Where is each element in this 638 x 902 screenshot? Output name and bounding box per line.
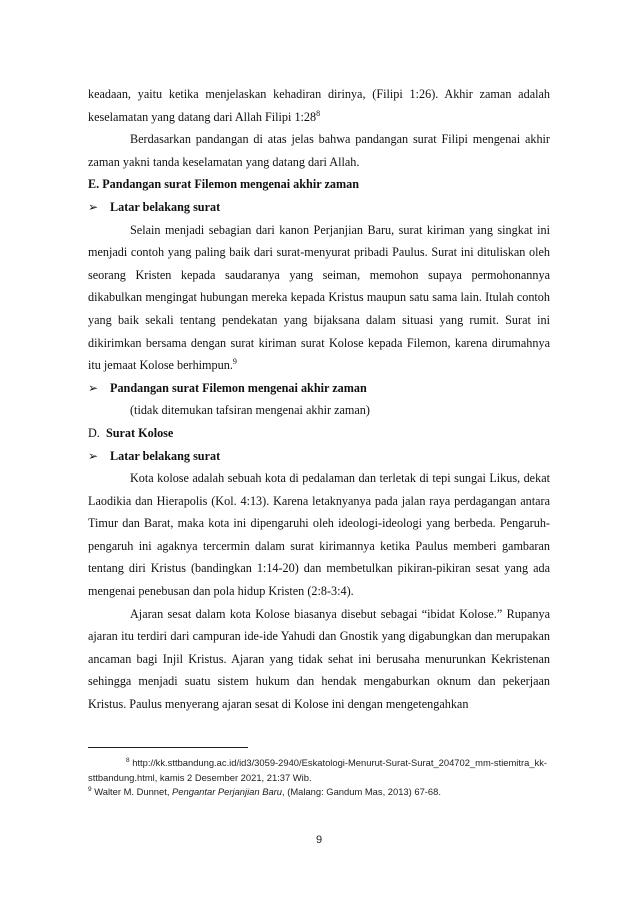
- paragraph-filipi-end: keadaan, yaitu ketika menjelaskan kehadiran dirinya, (Filipi 1:26). Akhir zaman adalah keselamatan yang datang dari Allah Filipi $1:28^8$: [88, 87, 550, 124]
- paragraph-kolose-heresy: Ajaran sesat dalam kota Kolose biasanya disebut sebagai “ibidat Kolose.” Rupanya ajaran itu terdiri dari campuran ide-ide Yahudi dan Gnostik yang digabungkan dan merupakan ancaman bagi Injil Kristus. Ajaran yang tidak sehat ini berusaha menurunkan Kekristenan sehingga menjadi suatu sistem hukum dan hendak mengaburkan oknum dan pekerjaan Kristus. Paulus menyerang ajaran sesat di Kolose ini dengan mengetengahkan: [88, 606, 550, 712]
- footnote-ref-8: 8: [316, 108, 321, 118]
- section-heading-d: D. Surat Kolose: [88, 425, 174, 440]
- page-number: 9: [315, 834, 323, 846]
- section-heading-e: E. Pandangan surat Filemon mengenai akhir zaman: [88, 177, 359, 192]
- bullet-latar-belakang-filemon: ➢ Latar belakang surat: [88, 196, 550, 219]
- paragraph-filipi-summary: Berdasarkan pandangan di atas jelas bahwa pandangan surat Filipi mengenai akhir zaman yakni tanda keselamatan yang datang dari Allah.: [88, 132, 550, 169]
- arrow-bullet-icon: ➢: [88, 199, 99, 214]
- bullet-latar-belakang-kolose: ➢ Latar belakang surat: [88, 445, 550, 468]
- footnotes: [88, 756, 558, 800]
- paragraph-no-interpretation: (tidak ditemukan tafsiran mengenai akhir zaman): [130, 403, 370, 418]
- main-text: [88, 83, 550, 716]
- footnote-ref-9: 9: [232, 357, 237, 367]
- arrow-bullet-icon: ➢: [88, 380, 99, 395]
- footnote-8-link[interactable]: http://kk.sttbandung.ac.id/id3/3059-2940/Eskatologi-Menurut-Surat-Surat_204702_mm-stiemitra_kk-sttbandung.html, kamis 2 Desember 2021, 21:37 Wib.: [88, 757, 548, 783]
- paragraph-filemon-background: Selain menjadi sebagian dari kanon Perjanjian Baru, surat kiriman yang singkat ini menjadi contoh yang paling baik dari surat-menyurat pribadi Paulus. Surat ini dituliskan oleh seorang Kristen kepada saudaranya yang seiman, memohon supaya permohonannya dikabulkan mengingat hubungan mereka kepada Kristus maupun satu sama lain. Itulah contoh yang baik sekali tentang pendekatan yang bijaksana dalam situasi yang rumit. Surat ini dikirimkan bersama dengan surat kiriman surat Kolose kepada Filemon, karena dirumahnya itu jemaat Kolose berhimpun.$^9$: [88, 222, 550, 373]
- footnote-8: $^8$ http://kk.sttbandung.ac.id/id3/3059-2940/Eskatologi-Menurut-Surat-Surat_204702_mm-stiemitra_kk-sttbandung.html, kamis 2 Desember 2021, 21:37 Wib.: [88, 756, 548, 783]
- bullet-pandangan-filemon: ➢ Pandangan surat Filemon mengenai akhir zaman: [88, 377, 550, 400]
- footnote-separator: [88, 747, 248, 748]
- paragraph-kolose-city: Kota kolose adalah sebuah kota di pedalaman dan terletak di tepi sungai Likus, dekat Laodikia dan Hierapolis (Kol. 4:13). Karena letaknyanya pada jalan raya perdagangan antara Timur dan Barat, maka kota ini dipengaruhi oleh ideologi-ideologi yang berbeda. Pengaruh-pengaruh ini agaknya tercermin dalam surat kirimannya ketika Paulus memberi gambaran tentang diri Kristus (bandingkan 1:14-20) dan membetulkan pikiran-pikiran sesat yang ada mengenai penebusan dan pola hidup Kristen (2:8-3:4).: [88, 471, 550, 599]
- footnote-9: $^9$ Walter M. Dunnet, Pengantar Perjanjian Baru, (Malang: Gandum Mas, 2013) 67-68.: [88, 785, 441, 797]
- arrow-bullet-icon: ➢: [88, 448, 99, 463]
